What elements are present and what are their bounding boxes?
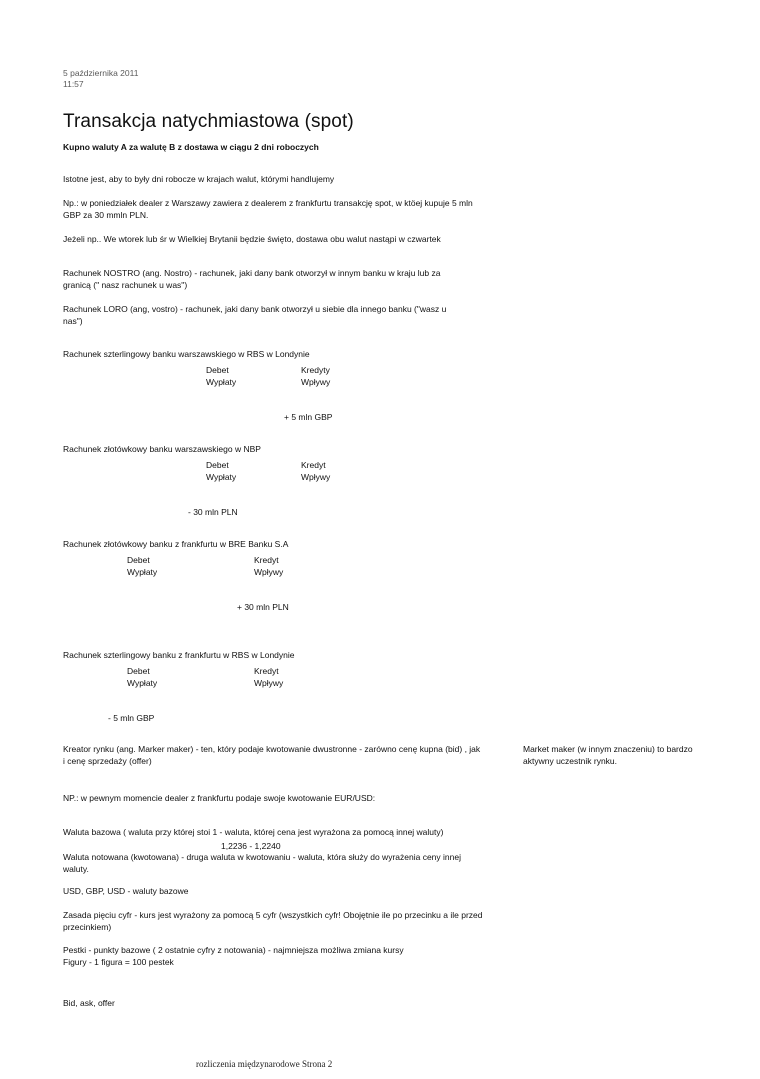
credit-label: Kredyty (301, 365, 330, 375)
credit-label: Kredyt (254, 555, 279, 565)
debit-sublabel: Wypłaty (206, 377, 237, 387)
account-title: Rachunek złotówkowy banku z frankfurtu w BRE Banku S.A (63, 539, 289, 549)
debit-label: Debet (127, 555, 150, 565)
note-time: 11:57 (63, 79, 84, 89)
account-title: Rachunek szterlingowy banku warszawskiego w RBS w Londynie (63, 349, 310, 359)
paragraph-bid-ask: Bid, ask, offer (63, 998, 115, 1008)
debit-label: Debet (127, 666, 150, 676)
paragraph-working-days: Istotne jest, aby to były dni robocze w krajach walut, którymi handlujemy (63, 174, 335, 184)
paragraph-quote-example: NP.: w pewnym momencie dealer z frankfurtu podaje swoje kwotowanie EUR/USD: (63, 793, 376, 803)
account-amount: - 30 mln PLN (188, 507, 238, 517)
quote-value: 1,2236 - 1,2240 (221, 841, 281, 851)
paragraph-base-currency: Waluta bazowa ( waluta przy której stoi 1 - waluta, której cena jest wyrażona za pomocą innej waluty) (63, 827, 444, 837)
credit-sublabel: Wpływy (254, 567, 284, 577)
side-note: Market maker (w innym znaczeniu) to bardzo aktywny uczestnik rynku. (523, 744, 693, 766)
account-title: Rachunek złotówkowy banku warszawskiego w NBP (63, 444, 261, 454)
page-subtitle: Kupno waluty A za walutę B z dostawa w ciągu 2 dni roboczych (63, 142, 319, 152)
paragraph-example: Np.: w poniedziałek dealer z Warszawy zawiera z dealerem z frankfurtu transakcję spot, w ktöej kupuje 5 mln GBP za 30 mmln PLN. (63, 198, 473, 220)
credit-label: Kredyt (254, 666, 279, 676)
paragraph-quote-currency: Waluta notowana (kwotowana) - druga waluta w kwotowaniu - waluta, która służy do wyrażenia ceny innej waluty. (63, 852, 461, 874)
account-amount: + 5 mln GBP (284, 412, 333, 422)
paragraph-nostro: Rachunek NOSTRO (ang. Nostro) - rachunek, jaki dany bank otworzył w innym banku w kraju lub za granicą (" nasz rachunek u was") (63, 268, 441, 290)
paragraph-holiday: Jeżeli np.. We wtorek lub śr w Wielkiej Brytanii będzie święto, dostawa obu walut nastąpi w czwartek (63, 234, 441, 244)
debit-label: Debet (206, 365, 229, 375)
credit-sublabel: Wpływy (301, 472, 331, 482)
paragraph-market-maker: Kreator rynku (ang. Marker maker) - ten, który podaje kwotowanie dwustronne - zarówno cenę kupna (bid) , jak i cenę sprzedaży (offer) (63, 744, 481, 766)
note-date: 5 października 2011 (63, 68, 139, 78)
account-amount: + 30 mln PLN (237, 602, 289, 612)
account-title: Rachunek szterlingowy banku z frankfurtu w RBS w Londynie (63, 650, 295, 660)
debit-sublabel: Wypłaty (206, 472, 237, 482)
paragraph-figures: Figury - 1 figura = 100 pestek (63, 957, 174, 967)
page-title: Transakcja natychmiastowa (spot) (63, 111, 354, 132)
credit-sublabel: Wpływy (254, 678, 284, 688)
paragraph-loro: Rachunek LORO (ang, vostro) - rachunek, jaki dany bank otworzył u siebie dla innego banku ("wasz u nas") (63, 304, 447, 326)
credit-label: Kredyt (301, 460, 326, 470)
page-footer: rozliczenia międzynarodowe Strona 2 (196, 1059, 333, 1069)
debit-sublabel: Wypłaty (127, 567, 158, 577)
paragraph-base-currencies: USD, GBP, USD - waluty bazowe (63, 886, 189, 896)
debit-sublabel: Wypłaty (127, 678, 158, 688)
paragraph-five-digits: Zasada pięciu cyfr - kurs jest wyrażony za pomocą 5 cyfr (wszystkich cyfr! Obojętnie ile po przecinku a ile przed przecinkiem) (63, 910, 483, 932)
account-amount: - 5 mln GBP (108, 713, 155, 723)
paragraph-pips: Pestki - punkty bazowe ( 2 ostatnie cyfry z notowania) - najmniejsza możliwa zmiana kursy (63, 945, 404, 955)
credit-sublabel: Wpływy (301, 377, 331, 387)
debit-label: Debet (206, 460, 229, 470)
